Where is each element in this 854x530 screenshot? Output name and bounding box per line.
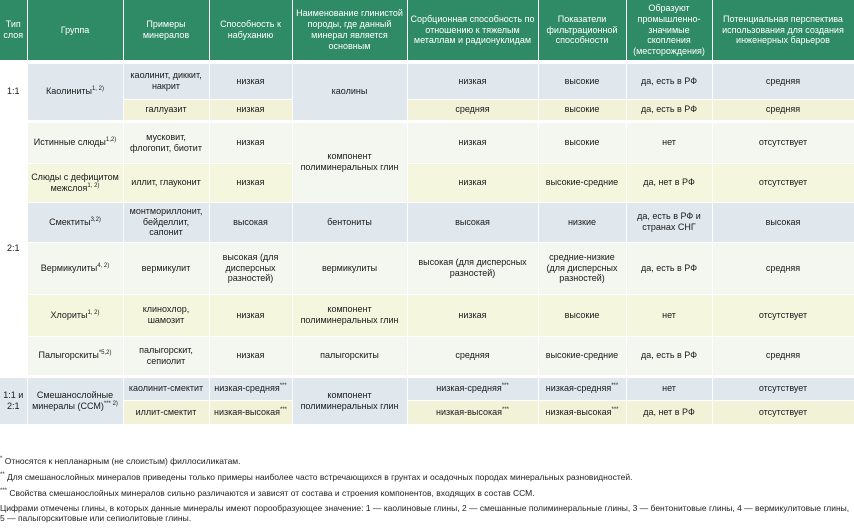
table-row	[0, 202, 854, 242]
filtration-cell: средние-низкие (для дисперсных разностей)	[538, 242, 626, 294]
filtration-cell: высокие	[538, 99, 626, 121]
sorption-cell: низкая	[407, 62, 538, 99]
filtration-cell: высокие	[538, 121, 626, 163]
footnote-mark: 3,2)	[90, 216, 101, 223]
minerals-cell: иллит-смектит	[123, 400, 209, 424]
filtration-cell: низкие	[538, 202, 626, 242]
footnote-mark: 4, 2)	[97, 262, 110, 269]
minerals-cell: монтмориллонит, бейделлит, сапонит	[123, 202, 209, 242]
footnotes	[0, 457, 854, 530]
perspective-cell: отсутствует	[712, 121, 854, 163]
filtration-cell: низкая-средняя***	[538, 376, 626, 400]
header-minerals: Примеры минералов	[123, 0, 209, 62]
deposits-cell: да, есть в РФ и странах СНГ	[626, 202, 712, 242]
header-perspective: Потенциальная перспектива использования для создания инженерных барьеров	[712, 0, 854, 62]
sorption-cell: высокая	[407, 202, 538, 242]
group-cell: Смешанослойные минералы (ССМ)$^{*** 2)}$	[27, 376, 123, 424]
footnote-4: Цифрами отмечены глины, в которых данные минералы имеют порообразующее значение: 1 — каолиновые глины, 2 — смешанные полиминеральные глины, 3 — бентонитовые глины, 4 — вермикулитовые глины, 5 — палыгорскитовые или сепиолитовые глины.	[0, 503, 850, 524]
table-row	[0, 336, 854, 376]
deposits-cell: нет	[626, 376, 712, 400]
group-cell: Истинные слюды$^{1,2)}$	[27, 121, 123, 163]
layer-type-cell: 2:1	[0, 121, 27, 376]
table-row	[0, 242, 854, 294]
footnote-mark: 1, 2)	[87, 182, 100, 189]
sorption-cell: средняя	[407, 99, 538, 121]
footnote-mark: 1,2)	[105, 137, 117, 144]
group-cell: Вермикулиты$^{4, 2)}$	[27, 242, 123, 294]
rock-cell: палыгорскиты	[292, 336, 407, 376]
table-row	[0, 121, 854, 163]
perspective-cell: средняя	[712, 242, 854, 294]
deposits-cell: да, есть в РФ	[626, 242, 712, 294]
table-row	[0, 62, 854, 99]
footnote-3: *** Свойства смешанослойных минералов сильно различаются и зависят от состава и строения компонентов, входящих в состав ССМ.	[0, 487, 535, 498]
rock-cell: компонент полиминеральных глин	[292, 121, 407, 202]
deposits-cell: нет	[626, 294, 712, 336]
minerals-cell: вермикулит	[123, 242, 209, 294]
filtration-cell: высокие	[538, 62, 626, 99]
table-row	[0, 400, 854, 424]
rock-cell: бентониты	[292, 202, 407, 242]
minerals-cell: каолинит-смектит	[123, 376, 209, 400]
minerals-cell: клинохлор, шамозит	[123, 294, 209, 336]
swelling-cell: низкая	[209, 121, 292, 163]
deposits-cell: да, нет в РФ	[626, 163, 712, 202]
swelling-cell: низкая	[209, 62, 292, 99]
deposits-cell: да, нет в РФ	[626, 400, 712, 424]
perspective-cell: отсутствует	[712, 376, 854, 400]
table-row	[0, 376, 854, 400]
layer-type-cell: 1:1	[0, 62, 27, 121]
rock-cell: каолины	[292, 62, 407, 121]
group-cell: Каолиниты$^{1, 2)}$	[27, 62, 123, 121]
swelling-cell: низкая-высокая***	[209, 400, 292, 424]
filtration-cell: низкая-высокая***	[538, 400, 626, 424]
swelling-cell: низкая	[209, 336, 292, 376]
minerals-cell: иллит, глауконит	[123, 163, 209, 202]
perspective-cell: средняя	[712, 99, 854, 121]
header-row	[0, 0, 854, 62]
perspective-cell: средняя	[712, 336, 854, 376]
perspective-cell: средняя	[712, 62, 854, 99]
footnote-mark: 1, 2)	[91, 86, 104, 93]
header-sorption: Сорбционная способность по отношению к тяжелым металлам и радионуклидам	[407, 0, 538, 62]
group-cell: Палыгорскиты$^{*5,2)}$	[27, 336, 123, 376]
swelling-cell: высокая	[209, 202, 292, 242]
swelling-cell: низкая	[209, 163, 292, 202]
minerals-cell: палыгорскит, сепиолит	[123, 336, 209, 376]
sorption-cell: низкая	[407, 163, 538, 202]
filtration-cell: высокие-средние	[538, 163, 626, 202]
swelling-cell: низкая	[209, 294, 292, 336]
sorption-cell: средняя	[407, 336, 538, 376]
footnote-mark: *** 2)	[103, 400, 118, 407]
sorption-cell: высокая (для дисперсных разностей)	[407, 242, 538, 294]
header-deposits: Образуют промышленно-значимые скопления (месторождения)	[626, 0, 712, 62]
filtration-cell: высокие	[538, 294, 626, 336]
deposits-cell: да, есть в РФ	[626, 62, 712, 99]
rock-cell: компонент полиминеральных глин	[292, 294, 407, 336]
footnote-mark: 1, 2)	[87, 309, 100, 316]
minerals-cell: каолинит, диккит, накрит	[123, 62, 209, 99]
header-filtration: Показатели фильтрационной способности	[538, 0, 626, 62]
swelling-cell: высокая (для дисперсных разностей)	[209, 242, 292, 294]
footnote-2: ** Для смешанослойных минералов приведены только примеры наиболее часто встречающихся в грунтах и осадочных породах минеральных разновидностей.	[0, 471, 633, 482]
deposits-cell: нет	[626, 121, 712, 163]
deposits-cell: да, есть в РФ	[626, 336, 712, 376]
rock-cell: вермикулиты	[292, 242, 407, 294]
perspective-cell: высокая	[712, 202, 854, 242]
sorption-cell: низкая-средняя***	[407, 376, 538, 400]
sorption-cell: низкая-высокая***	[407, 400, 538, 424]
perspective-cell: отсутствует	[712, 163, 854, 202]
group-cell: Смектиты$^{3,2)}$	[27, 202, 123, 242]
header-swelling: Способность к набуханию	[209, 0, 292, 62]
rock-cell: компонент полиминеральных глин	[292, 376, 407, 424]
header-group: Группа	[27, 0, 123, 62]
swelling-cell: низкая-средняя***	[209, 376, 292, 400]
table-row	[0, 294, 854, 336]
minerals-cell: мусковит, флогопит, биотит	[123, 121, 209, 163]
footnote-1: * Относятся к непланарным (не слоистым) филлосиликатам.	[0, 456, 241, 466]
group-cell: Хлориты$^{1, 2)}$	[27, 294, 123, 336]
footnote-mark: *5,2)	[98, 350, 112, 357]
table-row	[0, 163, 854, 202]
sorption-cell: низкая	[407, 121, 538, 163]
swelling-cell: низкая	[209, 99, 292, 121]
layer-type-cell: 1:1 и 2:1	[0, 376, 27, 424]
header-rock: Наименование глинистой породы, где данный минерал является основным	[292, 0, 407, 62]
perspective-cell: отсутствует	[712, 400, 854, 424]
sorption-cell: низкая	[407, 294, 538, 336]
header-layer-type: Тип слоя	[0, 0, 27, 62]
filtration-cell: высокие-средние	[538, 336, 626, 376]
group-cell: Слюды с дефицитом межслоя$^{1, 2)}$	[27, 163, 123, 202]
deposits-cell: да, есть в РФ	[626, 99, 712, 121]
table-row	[0, 99, 854, 121]
minerals-cell: галлуазит	[123, 99, 209, 121]
perspective-cell: отсутствует	[712, 294, 854, 336]
